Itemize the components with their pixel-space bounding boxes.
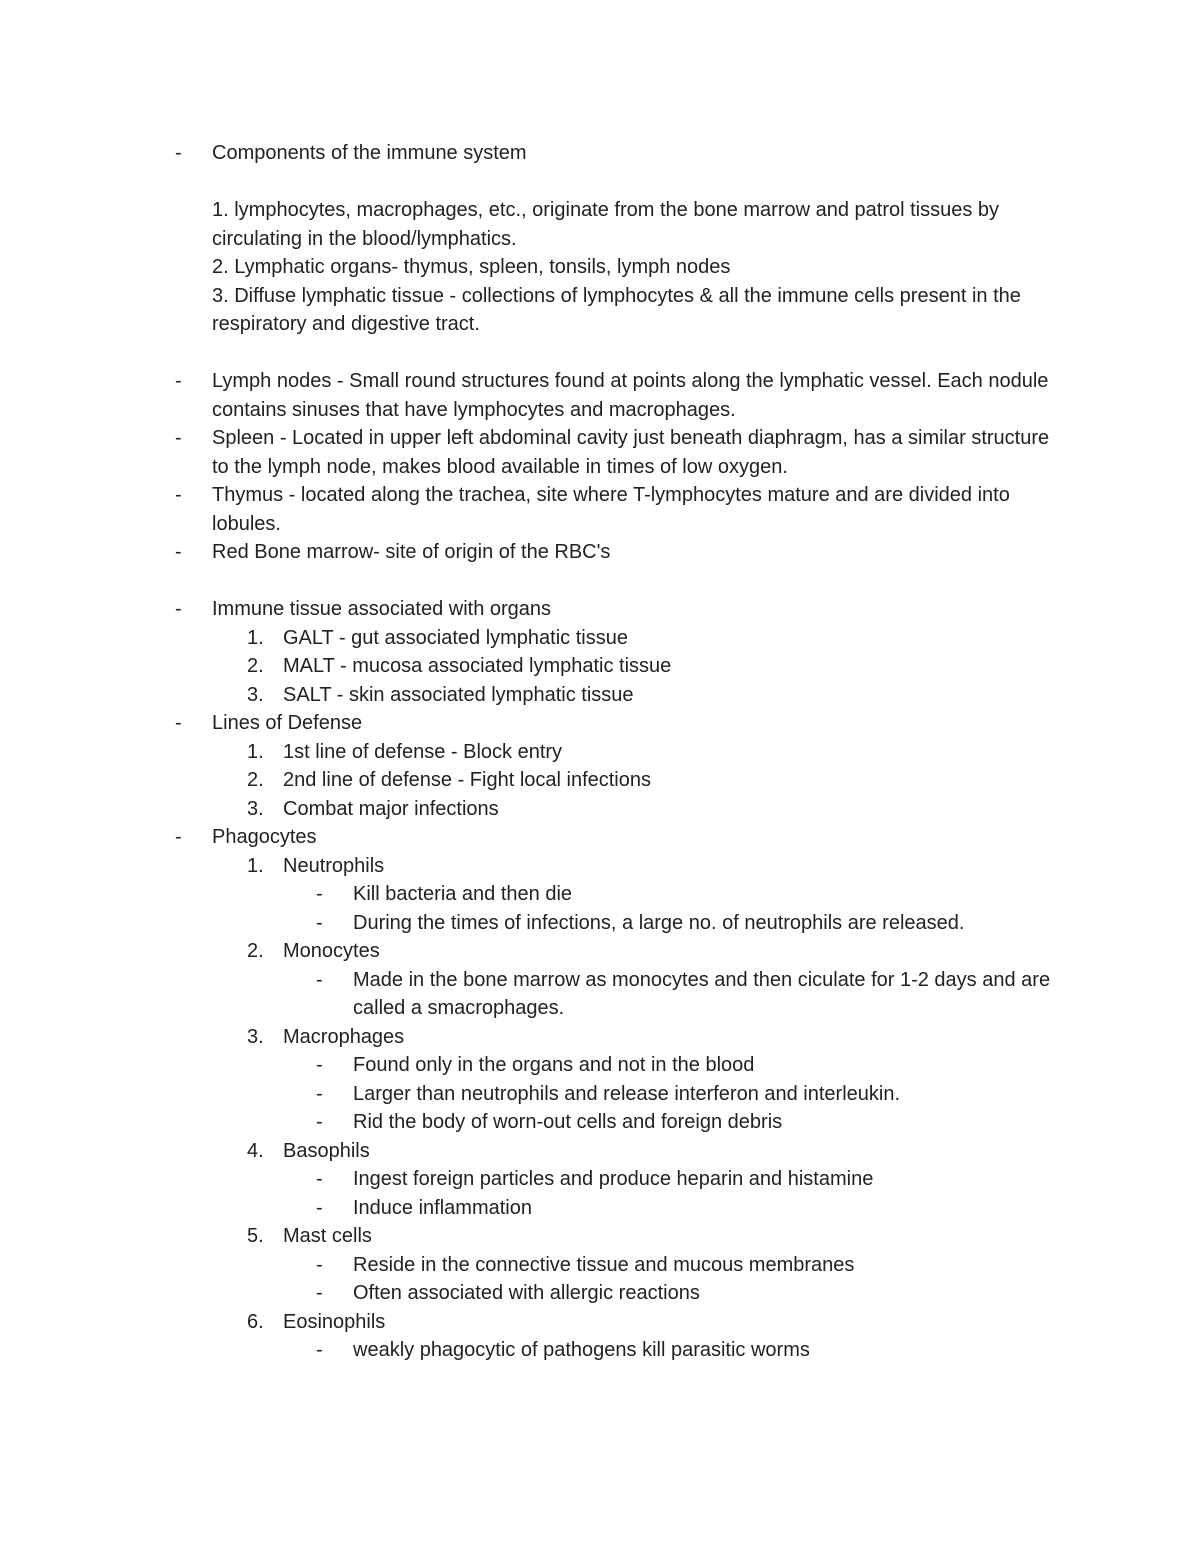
dash-bullet: - [175,370,182,392]
numbered-item [0,624,1200,653]
sub-item [0,1108,1200,1137]
dash-bullet: - [316,911,323,934]
sub-item [0,1251,1200,1280]
item-text: Monocytes [283,940,380,962]
dash-bullet: - [175,826,182,848]
item-number: 2. [247,940,264,962]
dash-bullet: - [316,968,323,991]
sub-item-text: Induce inflammation [353,1196,532,1219]
sub-item [0,1051,1200,1080]
sub-item [0,966,1200,1023]
sub-item-text: Ingest foreign particles and produce heparin and histamine [353,1168,874,1190]
item-text: Basophils [283,1139,370,1162]
dash-bullet: - [316,883,323,905]
item-number: 3. [247,1025,264,1048]
section-heading: Lines of Defense [212,712,363,734]
paragraph [0,253,1200,282]
sub-item [0,1336,1200,1365]
item-number: 3. [247,797,264,820]
item-text: Eosinophils [283,1310,386,1333]
numbered-item [0,738,1200,767]
list-item-text: Red Bone marrow- site of origin of the RBC's [212,541,611,563]
sub-item [0,1279,1200,1308]
spacer [0,339,1200,368]
sub-item [0,1080,1200,1109]
numbered-item [0,795,1200,824]
item-text: 2nd line of defense - Fight local infections [283,769,651,791]
sub-item [0,1194,1200,1223]
item-text: SALT - skin associated lymphatic tissue [283,683,634,706]
list-item [0,709,1200,738]
sub-item-text: During the times of infections, a large no. of neutrophils are released. [353,911,965,934]
dash-bullet: - [175,427,182,449]
dash-bullet: - [316,1282,323,1304]
sub-item-text: Rid the body of worn-out cells and foreign debris [353,1111,783,1133]
dash-bullet: - [316,1253,323,1276]
section-heading: Components of the immune system [212,142,527,164]
item-text: MALT - mucosa associated lymphatic tissue [283,655,672,677]
sub-item-text: Made in the bone marrow as monocytes and then ciculate for 1-2 days and are called a smacrophages. [353,968,1051,1019]
item-text: 1st line of defense - Block entry [283,740,563,763]
dash-bullet: - [316,1339,323,1361]
numbered-item [0,937,1200,966]
item-text: Combat major infections [283,797,499,820]
sub-item-text: Often associated with allergic reactions [353,1282,700,1304]
numbered-item [0,852,1200,881]
item-number: 2. [247,769,264,791]
dash-bullet: - [316,1196,323,1219]
dash-bullet: - [175,712,182,734]
sub-item [0,880,1200,909]
numbered-item [0,681,1200,710]
sub-item [0,1165,1200,1194]
numbered-item [0,652,1200,681]
paragraph-text: 3. Diffuse lymphatic tissue - collections of lymphocytes & all the immune cells present in the respiratory and digestive tract. [212,284,1021,335]
list-item [0,424,1200,481]
spacer [0,168,1200,197]
list-item [0,595,1200,624]
dash-bullet: - [316,1082,323,1105]
numbered-item [0,1222,1200,1251]
document-body [0,139,1200,1365]
section-heading: Phagocytes [212,826,317,848]
list-item [0,538,1200,567]
list-item [0,367,1200,424]
sub-item-text: Found only in the organs and not in the blood [353,1054,755,1076]
item-number: 1. [247,626,264,649]
sub-item-text: Larger than neutrophils and release interferon and interleukin. [353,1082,901,1105]
section-heading: Immune tissue associated with organs [212,598,552,620]
item-text: Neutrophils [283,854,385,877]
sub-item-text: weakly phagocytic of pathogens kill parasitic worms [353,1339,810,1361]
dash-bullet: - [316,1111,323,1133]
dash-bullet: - [175,142,182,164]
item-number: 4. [247,1139,264,1162]
dash-bullet: - [175,541,182,563]
item-number: 6. [247,1310,264,1333]
list-item [0,481,1200,538]
sub-item-text: Reside in the connective tissue and mucous membranes [353,1253,855,1276]
spacer [0,567,1200,596]
item-number: 1. [247,740,264,763]
paragraph-text: 2. Lymphatic organs- thymus, spleen, tonsils, lymph nodes [212,256,731,278]
item-number: 1. [247,854,264,877]
numbered-item [0,1023,1200,1052]
paragraph [0,282,1200,339]
item-number: 3. [247,683,264,706]
sub-item-text: Kill bacteria and then die [353,883,573,905]
list-item-text: Spleen - Located in upper left abdominal cavity just beneath diaphragm, has a similar structure to the lymph node, makes blood available in times of low oxygen. [212,427,1050,478]
item-text: Mast cells [283,1225,372,1247]
list-item [0,139,1200,168]
numbered-item [0,1137,1200,1166]
dash-bullet: - [175,484,182,506]
dash-bullet: - [175,598,182,620]
dash-bullet: - [316,1054,323,1076]
list-item-text: Lymph nodes - Small round structures found at points along the lymphatic vessel. Each nodule contains sinuses that have lymphocytes and macrophages. [212,370,1049,421]
numbered-item [0,766,1200,795]
item-text: GALT - gut associated lymphatic tissue [283,626,628,649]
sub-item [0,909,1200,938]
item-number: 2. [247,655,264,677]
item-number: 5. [247,1225,264,1247]
paragraph [0,196,1200,253]
numbered-item [0,1308,1200,1337]
item-text: Macrophages [283,1025,405,1048]
list-item-text: Thymus - located along the trachea, site where T-lymphocytes mature and are divided into lobules. [212,484,1010,535]
list-item [0,823,1200,852]
dash-bullet: - [316,1168,323,1190]
paragraph-text: 1. lymphocytes, macrophages, etc., originate from the bone marrow and patrol tissues by circulating in the blood/lymphatics. [212,199,1000,250]
